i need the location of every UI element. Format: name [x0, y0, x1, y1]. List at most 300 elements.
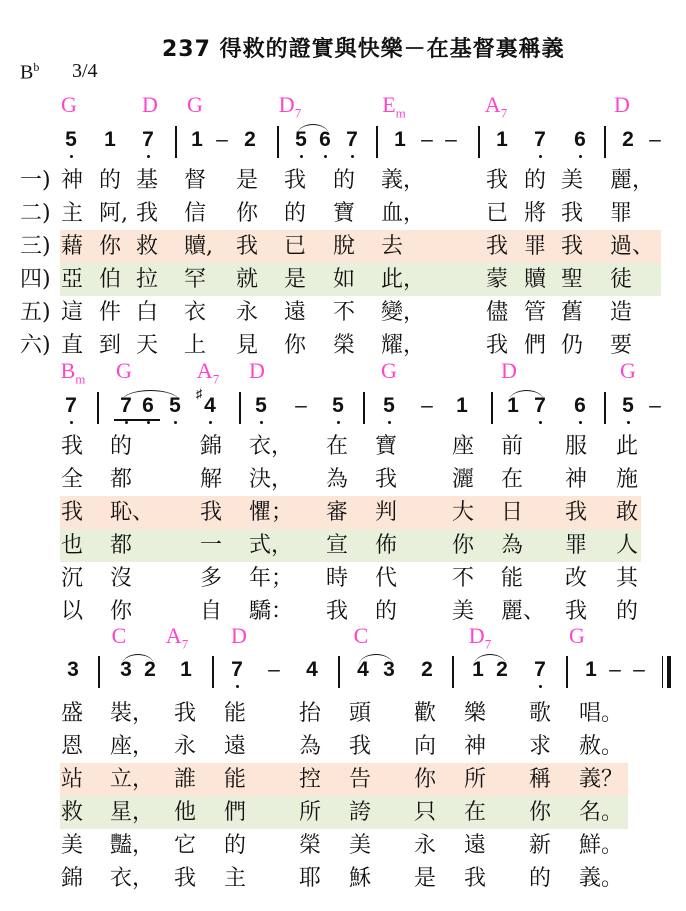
lyric-syllable: 變，	[381, 300, 426, 325]
lyric-syllable: 是	[414, 866, 437, 891]
lyric-syllable: 它	[174, 833, 197, 858]
note-extension-dash	[647, 128, 663, 152]
barline	[363, 392, 365, 424]
lyric-syllable: 罪	[610, 201, 633, 226]
lyric-syllable: 件	[99, 300, 122, 325]
low-octave-dot	[236, 685, 239, 688]
lyric-syllable: 此，	[381, 267, 426, 292]
lyric-syllable: 宣	[326, 533, 349, 558]
note-number: –	[633, 658, 645, 681]
chord-root: B	[60, 358, 76, 383]
lyric-syllable: 的	[524, 168, 547, 193]
lyric-syllable: 們	[224, 800, 247, 825]
note	[454, 394, 470, 418]
note-number: –	[295, 394, 307, 417]
lyric-syllable: 都	[110, 533, 133, 558]
chord-root: C	[353, 623, 369, 648]
barline	[212, 656, 214, 688]
chord-root: D	[231, 623, 247, 648]
low-octave-dot	[539, 421, 542, 424]
lyric-syllable: 能	[224, 767, 247, 792]
lyric-syllable: 求	[529, 734, 552, 759]
note	[419, 658, 435, 682]
lyric-syllable: 告	[349, 767, 372, 792]
lyric-syllable: 衣	[184, 300, 207, 325]
lyric-syllable: 為	[501, 533, 524, 558]
note-extension-dash	[266, 658, 282, 682]
lyric-syllable: 為	[299, 734, 322, 759]
lyric-syllable: 的	[529, 866, 552, 891]
note	[620, 128, 636, 152]
note-number: 2	[421, 658, 433, 681]
lyric-syllable: 鮮。	[579, 833, 624, 858]
lyric-syllable: 我	[174, 701, 197, 726]
lyric-syllable: 到	[99, 333, 122, 358]
note-number: 2	[496, 658, 508, 681]
lyric-syllable: 稱	[529, 767, 552, 792]
low-octave-dot	[260, 421, 263, 424]
lyric-syllable: 的	[333, 168, 356, 193]
chord-quality: 7	[181, 636, 189, 652]
lyric-syllable: 寶	[375, 434, 398, 459]
lyric-syllable: 督	[184, 168, 207, 193]
lyric-syllable: 的	[99, 168, 122, 193]
note	[253, 394, 269, 418]
lyric-syllable: 頭	[349, 701, 372, 726]
note-number: 3	[120, 658, 132, 681]
barline	[491, 392, 493, 424]
note-extension-dash	[647, 394, 663, 418]
note	[583, 658, 599, 682]
lyric-syllable: 立，	[110, 767, 155, 792]
low-octave-dot	[70, 421, 73, 424]
chord-symbol	[231, 623, 247, 652]
chord-quality: m	[395, 105, 406, 121]
lyric-syllable: 我	[174, 866, 197, 891]
lyric-syllable: 他	[174, 800, 197, 825]
lyric-syllable: 在	[326, 434, 349, 459]
chord-symbol	[614, 92, 630, 121]
note-number: 6	[319, 128, 331, 151]
lyric-syllable: 美	[561, 168, 584, 193]
note-number: –	[649, 394, 661, 417]
lyric-syllable: 我	[486, 234, 509, 259]
verse-number: 五)	[20, 300, 51, 325]
lyric-syllable: 歡	[414, 701, 437, 726]
note-number: 7	[142, 128, 154, 151]
verse-number: 一)	[20, 168, 51, 193]
lyric-syllable: 天	[136, 333, 159, 358]
barline	[98, 656, 100, 688]
lyric-syllable: 都	[110, 467, 133, 492]
lyric-syllable: 義，	[381, 168, 426, 193]
barline	[452, 656, 454, 688]
lyric-syllable: 要	[610, 333, 633, 358]
lyric-syllable: 拉	[136, 267, 159, 292]
low-octave-dot	[147, 421, 150, 424]
chord-quality: 7	[294, 105, 302, 121]
low-octave-dot	[539, 155, 542, 158]
lyric-syllable: 儘	[486, 300, 509, 325]
key-signature	[20, 60, 39, 85]
lyric-syllable: 榮	[333, 333, 356, 358]
lyric-syllable: 神	[565, 467, 588, 492]
lyric-syllable: 已	[284, 234, 307, 259]
slur-arc	[122, 390, 179, 401]
lyric-syllable: 穌	[349, 866, 372, 891]
lyric-syllable: 判	[375, 500, 398, 525]
lyric-syllable: 服	[565, 434, 588, 459]
note-number: –	[268, 658, 280, 681]
lyric-syllable: 審	[326, 500, 349, 525]
low-octave-dot	[174, 421, 177, 424]
note-number: 1	[496, 128, 508, 151]
note-number: –	[421, 394, 433, 417]
note-number: 7	[346, 128, 358, 151]
verse-number: 四)	[20, 267, 51, 292]
barline	[338, 656, 340, 688]
chord-root: C	[111, 623, 127, 648]
lyric-syllable: 基	[136, 168, 159, 193]
lyric-syllable: 管	[524, 300, 547, 325]
lyric-syllable: 過、	[610, 234, 655, 259]
chord-symbol	[187, 92, 203, 121]
lyric-syllable: 赦。	[579, 734, 624, 759]
lyric-syllable: 灑	[452, 467, 475, 492]
lyric-syllable: 前	[501, 434, 524, 459]
slur-arc	[474, 654, 506, 665]
lyric-syllable: 錦	[61, 866, 84, 891]
note	[140, 128, 156, 152]
lyric-syllable: 多	[200, 566, 223, 591]
chord-symbol	[197, 358, 219, 387]
lyric-syllable: 全	[61, 467, 84, 492]
low-octave-dot	[324, 155, 327, 158]
lyric-syllable: 你	[236, 201, 259, 226]
note	[330, 394, 346, 418]
low-octave-dot	[125, 421, 128, 424]
lyric-syllable: 能	[224, 701, 247, 726]
eighth-underline	[114, 419, 138, 421]
lyric-syllable: 施	[616, 467, 639, 492]
lyric-syllable: 的	[110, 434, 133, 459]
sharp-accidental: ♯	[196, 386, 203, 401]
chord-root: A	[196, 358, 213, 383]
lyric-syllable: 此	[616, 434, 639, 459]
chord-quality: m	[75, 371, 86, 387]
lyric-syllable: 神	[464, 734, 487, 759]
lyric-syllable: 我	[136, 201, 159, 226]
low-octave-dot	[70, 155, 73, 158]
note	[65, 658, 81, 682]
lyric-syllable: 恥、	[110, 500, 155, 525]
lyric-syllable: 你	[110, 599, 133, 624]
note-number: –	[649, 128, 661, 151]
lyric-syllable: 我	[464, 866, 487, 891]
note-number: 7	[534, 658, 546, 681]
chord-root: D	[614, 92, 630, 117]
chord-symbol	[112, 623, 127, 652]
lyric-syllable: 阿,	[99, 201, 128, 226]
key-note: B	[20, 61, 34, 84]
verse-highlight-band	[60, 529, 641, 562]
lyric-syllable: 去	[381, 234, 404, 259]
barline	[97, 392, 99, 424]
chord-symbol	[469, 623, 491, 652]
note-number: 2	[622, 128, 634, 151]
lyric-syllable: 裝，	[110, 701, 155, 726]
note	[242, 128, 258, 152]
lyric-syllable: 罕	[184, 267, 207, 292]
lyric-syllable: 美	[452, 599, 475, 624]
note-number: –	[609, 658, 621, 681]
lyric-syllable: 不	[333, 300, 356, 325]
note-number: 5	[383, 394, 395, 417]
note-number: 6	[574, 128, 586, 151]
low-octave-dot	[388, 421, 391, 424]
lyric-syllable: 日	[501, 500, 524, 525]
lyric-syllable: 豔，	[110, 833, 155, 858]
chord-root: D	[501, 358, 517, 383]
lyric-syllable: 也	[61, 533, 84, 558]
lyric-syllable: 造	[610, 300, 633, 325]
chord-symbol	[485, 92, 507, 121]
lyric-syllable: 能	[501, 566, 524, 591]
lyric-syllable: 人	[616, 533, 639, 558]
verse-number: 二)	[20, 201, 51, 226]
lyric-syllable: 站	[61, 767, 84, 792]
note-number: –	[421, 128, 433, 151]
lyric-syllable: 信	[184, 201, 207, 226]
note-number: 5	[332, 394, 344, 417]
lyric-syllable: 抬	[299, 701, 322, 726]
lyric-syllable: 所	[464, 767, 487, 792]
lyric-syllable: 永	[174, 734, 197, 759]
lyric-syllable: 將	[524, 201, 547, 226]
chord-symbol	[501, 358, 517, 387]
lyric-syllable: 唱。	[579, 701, 624, 726]
chord-symbol	[382, 92, 406, 121]
barline	[239, 392, 241, 424]
barline	[478, 126, 480, 158]
note	[532, 128, 548, 152]
lyric-syllable: 蒙	[486, 267, 509, 292]
lyric-syllable: 你	[529, 800, 552, 825]
note-extension-dash	[443, 128, 459, 152]
note-extension-dash	[293, 394, 309, 418]
lyric-syllable: 向	[414, 734, 437, 759]
chord-symbol	[381, 358, 397, 387]
hymn-title: 237 得救的證實與快樂－在基督裏稱義	[162, 37, 565, 62]
lyric-syllable: 我	[561, 201, 584, 226]
note-number: –	[216, 128, 228, 151]
lyric-syllable: 的	[224, 833, 247, 858]
lyric-syllable: 只	[414, 800, 437, 825]
lyric-syllable: 血，	[381, 201, 426, 226]
lyric-syllable: 寶	[333, 201, 356, 226]
lyric-syllable: 義？	[579, 767, 624, 792]
chord-symbol	[61, 358, 86, 387]
chord-root: G	[187, 92, 203, 117]
note-number: 3	[383, 658, 395, 681]
note	[572, 128, 588, 152]
note	[572, 394, 588, 418]
lyric-syllable: 永	[414, 833, 437, 858]
chord-root: A	[484, 92, 501, 117]
chord-symbol	[569, 623, 585, 652]
lyric-syllable: 時	[326, 566, 349, 591]
lyric-syllable: 控	[299, 767, 322, 792]
barline	[604, 392, 606, 424]
chord-symbol	[279, 92, 301, 121]
barline	[175, 126, 177, 158]
lyric-syllable: 我	[565, 500, 588, 525]
lyric-syllable: 罪	[524, 234, 547, 259]
note-number: 4	[204, 394, 216, 417]
lyric-syllable: 其	[616, 566, 639, 591]
note-number: 7	[231, 658, 243, 681]
chord-symbol	[354, 623, 369, 652]
final-barline	[662, 656, 672, 688]
note-extension-dash	[214, 128, 230, 152]
chord-root: D	[249, 358, 265, 383]
slur-arc	[122, 654, 154, 665]
note	[189, 128, 205, 152]
note-number: 1	[456, 394, 468, 417]
note-number: 5	[169, 394, 181, 417]
lyric-syllable: 恩	[61, 734, 84, 759]
lyric-syllable: 救	[136, 234, 159, 259]
lyric-syllable: 決，	[249, 467, 294, 492]
lyric-syllable: 罪	[565, 533, 588, 558]
lyric-syllable: 舊	[561, 300, 584, 325]
lyric-syllable: 年；	[249, 566, 294, 591]
lyric-syllable: 新	[529, 833, 552, 858]
slur-arc	[509, 390, 544, 401]
lyric-syllable: 藉	[61, 234, 84, 259]
note-number: 4	[357, 658, 369, 681]
lyric-syllable: 名。	[579, 800, 624, 825]
lyric-syllable: 不	[452, 566, 475, 591]
chord-root: G	[620, 358, 636, 383]
note	[381, 394, 397, 418]
lyric-syllable: 贖,	[184, 234, 213, 259]
note-number: 2	[244, 128, 256, 151]
lyric-syllable: 伯	[99, 267, 122, 292]
lyric-syllable: 你	[452, 533, 475, 558]
lyric-syllable: 在	[464, 800, 487, 825]
chord-symbol	[142, 92, 158, 121]
chord-root: D	[278, 92, 295, 117]
lyric-syllable: 仍	[561, 333, 584, 358]
lyric-syllable: 永	[236, 300, 259, 325]
chord-root: D	[468, 623, 485, 648]
lyric-syllable: 聖	[561, 267, 584, 292]
note	[344, 128, 360, 152]
lyric-syllable: 救	[61, 800, 84, 825]
note	[392, 128, 408, 152]
chord-root: D	[142, 92, 158, 117]
chord-quality: 7	[212, 371, 220, 387]
lyric-syllable: 主	[61, 201, 84, 226]
lyric-syllable: 這	[61, 300, 84, 325]
note-number: 4	[306, 658, 318, 681]
note-number: 2	[144, 658, 156, 681]
note	[304, 658, 320, 682]
chord-root: A	[165, 623, 182, 648]
lyric-syllable: 是	[284, 267, 307, 292]
lyric-syllable: 見	[236, 333, 259, 358]
note-extension-dash	[419, 394, 435, 418]
chord-root: E	[382, 92, 396, 117]
barline	[566, 656, 568, 688]
lyric-syllable: 義。	[579, 866, 624, 891]
low-octave-dot	[539, 685, 542, 688]
low-octave-dot	[627, 421, 630, 424]
lyric-syllable: 在	[501, 467, 524, 492]
lyric-syllable: 神	[61, 168, 84, 193]
note-number: 1	[472, 658, 484, 681]
lyric-syllable: 誇	[349, 800, 372, 825]
lyric-syllable: 主	[224, 866, 247, 891]
lyric-syllable: 我	[61, 500, 84, 525]
chord-symbol	[166, 623, 188, 652]
lyric-syllable: 耀，	[381, 333, 426, 358]
lyric-syllable: 我	[61, 434, 84, 459]
lyric-syllable: 你	[99, 234, 122, 259]
note-number: 1	[394, 128, 406, 151]
low-octave-dot	[300, 155, 303, 158]
chord-symbol	[61, 92, 77, 121]
low-octave-dot	[337, 421, 340, 424]
lyric-syllable: 我	[486, 333, 509, 358]
lyric-syllable: 我	[565, 599, 588, 624]
chord-symbol	[249, 358, 265, 387]
lyric-syllable: 樂	[464, 701, 487, 726]
lyric-syllable: 脫	[333, 234, 356, 259]
slur-arc	[297, 124, 329, 135]
note	[63, 394, 79, 418]
lyric-syllable: 驕：	[249, 599, 294, 624]
lyric-syllable: 直	[61, 333, 84, 358]
note-number: 1	[104, 128, 116, 151]
lyric-syllable: 的	[616, 599, 639, 624]
note-number: 5	[295, 128, 307, 151]
note-number: 1	[180, 658, 192, 681]
lyric-syllable: 沉	[61, 566, 84, 591]
note-extension-dash	[631, 658, 647, 682]
lyric-syllable: 改	[565, 566, 588, 591]
lyric-syllable: 大	[452, 500, 475, 525]
lyric-syllable: 誰	[174, 767, 197, 792]
lyric-syllable: 解	[200, 467, 223, 492]
lyric-syllable: 耶	[299, 866, 322, 891]
note-number: 1	[585, 658, 597, 681]
note	[63, 128, 79, 152]
low-octave-dot	[147, 155, 150, 158]
barline	[376, 126, 378, 158]
lyric-syllable: 盛	[61, 701, 84, 726]
lyric-syllable: 遠	[284, 300, 307, 325]
lyric-syllable: 的	[375, 599, 398, 624]
lyric-syllable: 麗、	[501, 599, 546, 624]
note	[229, 658, 245, 682]
lyric-syllable: 上	[184, 333, 207, 358]
note-number: 7	[534, 128, 546, 151]
low-octave-dot	[579, 155, 582, 158]
note-number: 5	[65, 128, 77, 151]
lyric-syllable: 座	[452, 434, 475, 459]
